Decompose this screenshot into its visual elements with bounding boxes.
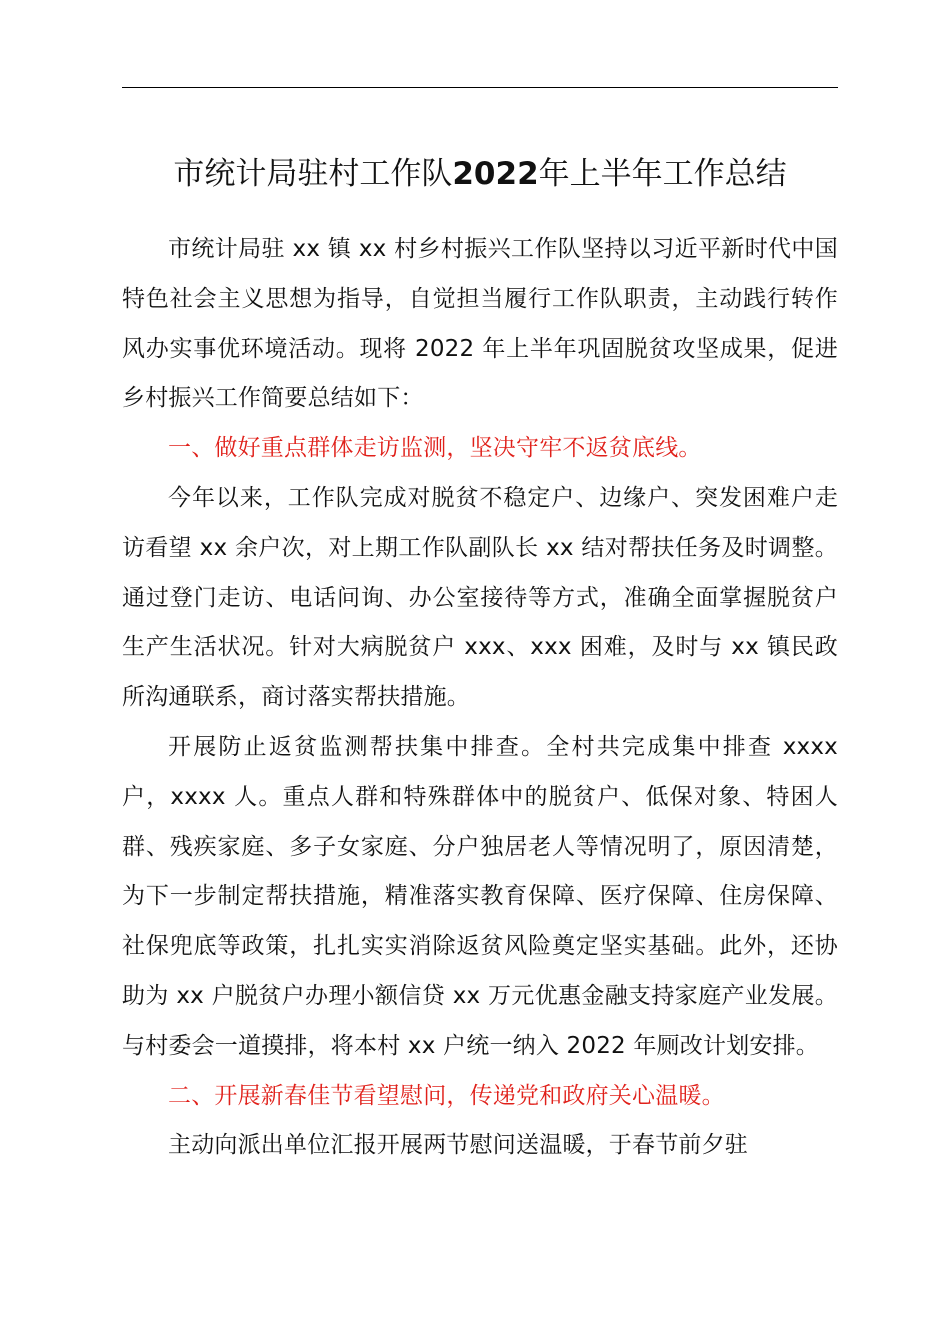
document-body [122, 225, 838, 1171]
body-paragraph: 今年以来，工作队完成对脱贫不稳定户、边缘户、突发困难户走访看望 xx 余户次，对上期工作队副队长 xx 结对帮扶任务及时调整。通过登门走访、电话问询、办公室接待等方式，准确全面掌握脱贫户生产生活状况。针对大病脱贫户 xxx、xxx 困难，及时与 xx 镇民政所沟通联系，商讨落实帮扶措施。 [122, 484, 838, 711]
body-paragraph: 开展防止返贫监测帮扶集中排查。全村共完成集中排查 xxxx 户，xxxx 人。重点人群和特殊群体中的脱贫户、低保对象、特困人群、残疾家庭、多子女家庭、分户独居老人等情况明了，原因清楚，为下一步制定帮扶措施，精准落实教育保障、医疗保障、住房保障、社保兜底等政策，扎扎实实消除返贫风险奠定坚实基础。此外，还协助为 xx 户脱贫户办理小额信贷 xx 万元优惠金融支持家庭产业发展。与村委会一道摸排，将本村 xx 户统一纳入 2022 年厕改计划安排。 [122, 733, 838, 1059]
body-paragraph: 主动向派出单位汇报开展两节慰问送温暖，于春节前夕驻 [168, 1132, 748, 1159]
intro-paragraph: 市统计局驻 xx 镇 xx 村乡村振兴工作队坚持以习近平新时代中国特色社会主义思想为指导，自觉担当履行工作队职责，主动践行转作风办实事优环境活动。现将 2022 年上半年巩固脱贫攻坚成果，促进乡村振兴工作简要总结如下： [122, 236, 838, 412]
document-title [100, 145, 860, 203]
title-year: 2022 [452, 156, 539, 192]
header-rule [122, 87, 838, 88]
title-prefix: 市统计局驻村工作队 [173, 156, 453, 192]
section-heading-2: 二、开展新春佳节看望慰问，传递党和政府关心温暖。 [168, 1082, 725, 1109]
section-heading-1: 一、做好重点群体走访监测，坚决守牢不返贫底线。 [168, 435, 702, 462]
title-suffix: 年上半年工作总结 [538, 156, 787, 192]
